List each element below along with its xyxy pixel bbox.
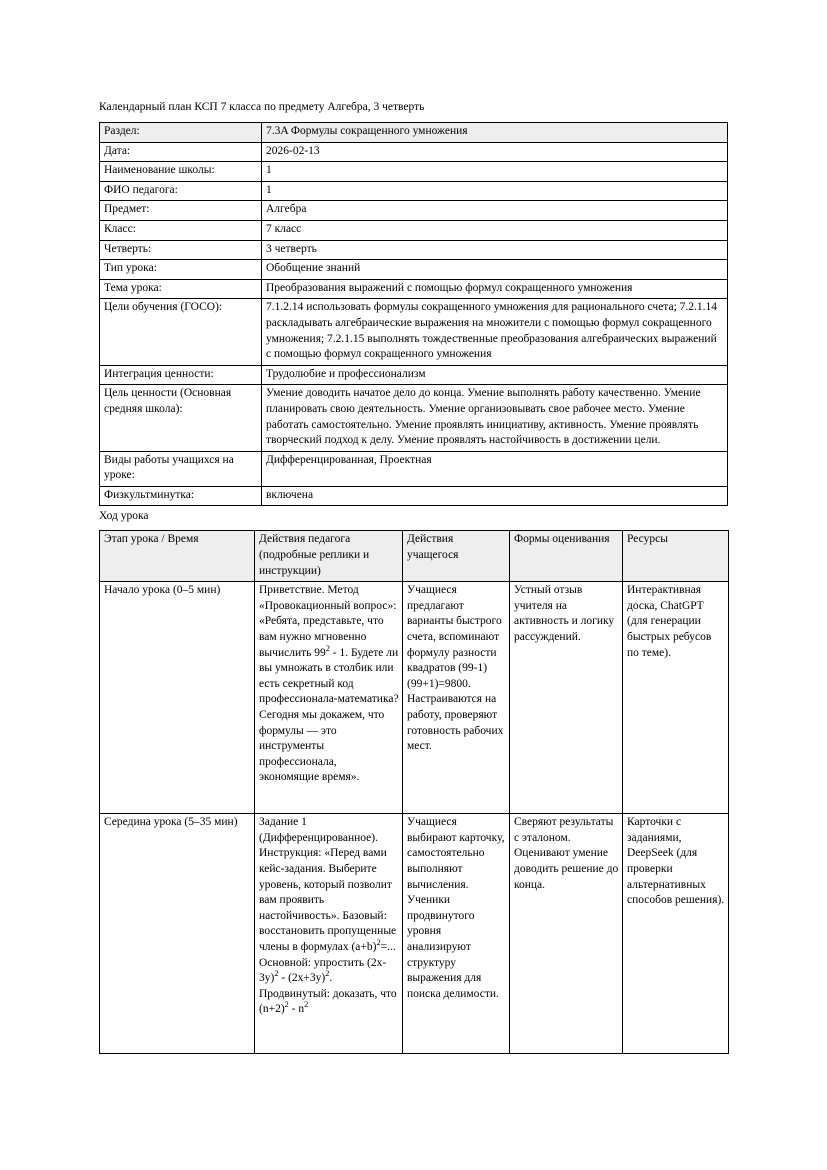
metadata-label: Предмет: [100, 201, 262, 221]
metadata-row [100, 299, 728, 365]
metadata-row [100, 279, 728, 299]
metadata-value: 1 [262, 162, 728, 182]
metadata-value: 3 четверть [262, 240, 728, 260]
metadata-label: ФИО педагога: [100, 181, 262, 201]
metadata-label: Четверть: [100, 240, 262, 260]
flow-header-student: Действия учащегося [403, 531, 510, 582]
metadata-label: Дата: [100, 142, 262, 162]
lesson-metadata-table [99, 122, 728, 506]
metadata-row [100, 486, 728, 506]
metadata-value: 2026-02-13 [262, 142, 728, 162]
flow-table-head [100, 531, 729, 582]
metadata-row [100, 220, 728, 240]
metadata-value: Умение доводить начатое дело до конца. Умение выполнять работу качественно. Умение планировать свою деятельность. Умение организовывать свое рабочее место. Умение работать самостоятельно. Умение проявлять инициативу, активность. Умение проявлять творческий подход к делу. Умение проявлять настойчивость в достижении цели. [262, 385, 728, 451]
metadata-value: включена [262, 486, 728, 506]
metadata-label: Раздел: [100, 123, 262, 143]
metadata-value: Трудолюбие и профессионализм [262, 365, 728, 385]
metadata-value: Преобразования выражений с помощью формул сокращенного умножения [262, 279, 728, 299]
metadata-label: Цели обучения (ГОСО): [100, 299, 262, 365]
metadata-row [100, 181, 728, 201]
lesson-flow-table [99, 530, 729, 1054]
flow-cell-student: Учащиеся предлагают варианты быстрого счета, вспоминают формулу разности квадратов (99-1)(99+1)=9800. Настраиваются на работу, проверяют готовность рабочих мест. [403, 582, 510, 814]
flow-cell-student: Учащиеся выбирают карточку, самостоятельно выполняют вычисления. Ученики продвинутого уровня анализируют структуру выражения для поиска делимости. [403, 814, 510, 1054]
flow-table-body [100, 582, 729, 1054]
metadata-value: Дифференцированная, Проектная [262, 451, 728, 486]
metadata-row [100, 260, 728, 280]
metadata-label: Интеграция ценности: [100, 365, 262, 385]
flow-cell-assessment: Устный отзыв учителя на активность и логику рассуждений. [510, 582, 623, 814]
metadata-row [100, 142, 728, 162]
metadata-row [100, 240, 728, 260]
metadata-value: Алгебра [262, 201, 728, 221]
document-content [99, 99, 728, 1054]
metadata-label: Тема урока: [100, 279, 262, 299]
metadata-row [100, 201, 728, 221]
flow-cell-resources: Карточки с заданиями, DeepSeek (для проверки альтернативных способов решения). [623, 814, 729, 1054]
metadata-value: 7.3A Формулы сокращенного умножения [262, 123, 728, 143]
flow-cell-stage: Начало урока (0–5 мин) [100, 582, 255, 814]
flow-table-row [100, 814, 729, 1054]
metadata-body [100, 123, 728, 506]
metadata-row [100, 162, 728, 182]
flow-header-assessment: Формы оценивания [510, 531, 623, 582]
metadata-row [100, 123, 728, 143]
flow-cell-teacher: Приветствие. Метод «Провокационный вопрос»: «Ребята, представьте, что вам нужно мгновенно вычислить $99^2 - 1$. Будете ли вы умножать в столбик или есть секретный код профессионала-математика? Сегодня мы докажем, что формулы — это инструменты профессионала, экономящие время». [255, 582, 403, 814]
metadata-label: Виды работы учащихся на уроке: [100, 451, 262, 486]
metadata-value: 1 [262, 181, 728, 201]
metadata-row [100, 385, 728, 451]
metadata-label: Физкультминутка: [100, 486, 262, 506]
metadata-label: Класс: [100, 220, 262, 240]
metadata-value: Обобщение знаний [262, 260, 728, 280]
metadata-label: Тип урока: [100, 260, 262, 280]
flow-header-teacher: Действия педагога (подробные реплики и инструкции) [255, 531, 403, 582]
metadata-label: Цель ценности (Основная средняя школа): [100, 385, 262, 451]
flow-header-stage: Этап урока / Время [100, 531, 255, 582]
metadata-value: 7.1.2.14 использовать формулы сокращенного умножения для рационального счета; 7.2.1.14 раскладывать алгебраические выражения на множители с помощью формул сокращенного умножения; 7.2.1.15 выполнять тождественные преобразования алгебраических выражений с помощью формул сокращенного умножения [262, 299, 728, 365]
page-title: Календарный план КСП 7 класса по предмету Алгебра, 3 четверть [99, 101, 425, 113]
metadata-row [100, 451, 728, 486]
flow-cell-stage: Середина урока (5–35 мин) [100, 814, 255, 1054]
flow-cell-teacher: Задание 1 (Дифференцированное). Инструкция: «Перед вами кейс-задания. Выберите уровень, который позволит вам проявить настойчивость». Базовый: восстановить пропущенные члены в формулах $(a+b)^2=$... Основной: упростить $(2x-3y)^2 - (2x+3y)^2$. Продвинутый: доказать, что $(n+2)^2 - n^2$ [255, 814, 403, 1054]
flow-header-row [100, 531, 729, 582]
flow-table-row [100, 582, 729, 814]
lesson-flow-heading: Ход урока [99, 510, 149, 523]
flow-cell-assessment: Сверяют результаты с эталоном. Оценивают умение доводить решение до конца. [510, 814, 623, 1054]
metadata-row [100, 365, 728, 385]
flow-header-resources: Ресурсы [623, 531, 729, 582]
flow-cell-resources: Интерактивная доска, ChatGPT (для генерации быстрых ребусов по теме). [623, 582, 729, 814]
metadata-value: 7 класс [262, 220, 728, 240]
metadata-label: Наименование школы: [100, 162, 262, 182]
